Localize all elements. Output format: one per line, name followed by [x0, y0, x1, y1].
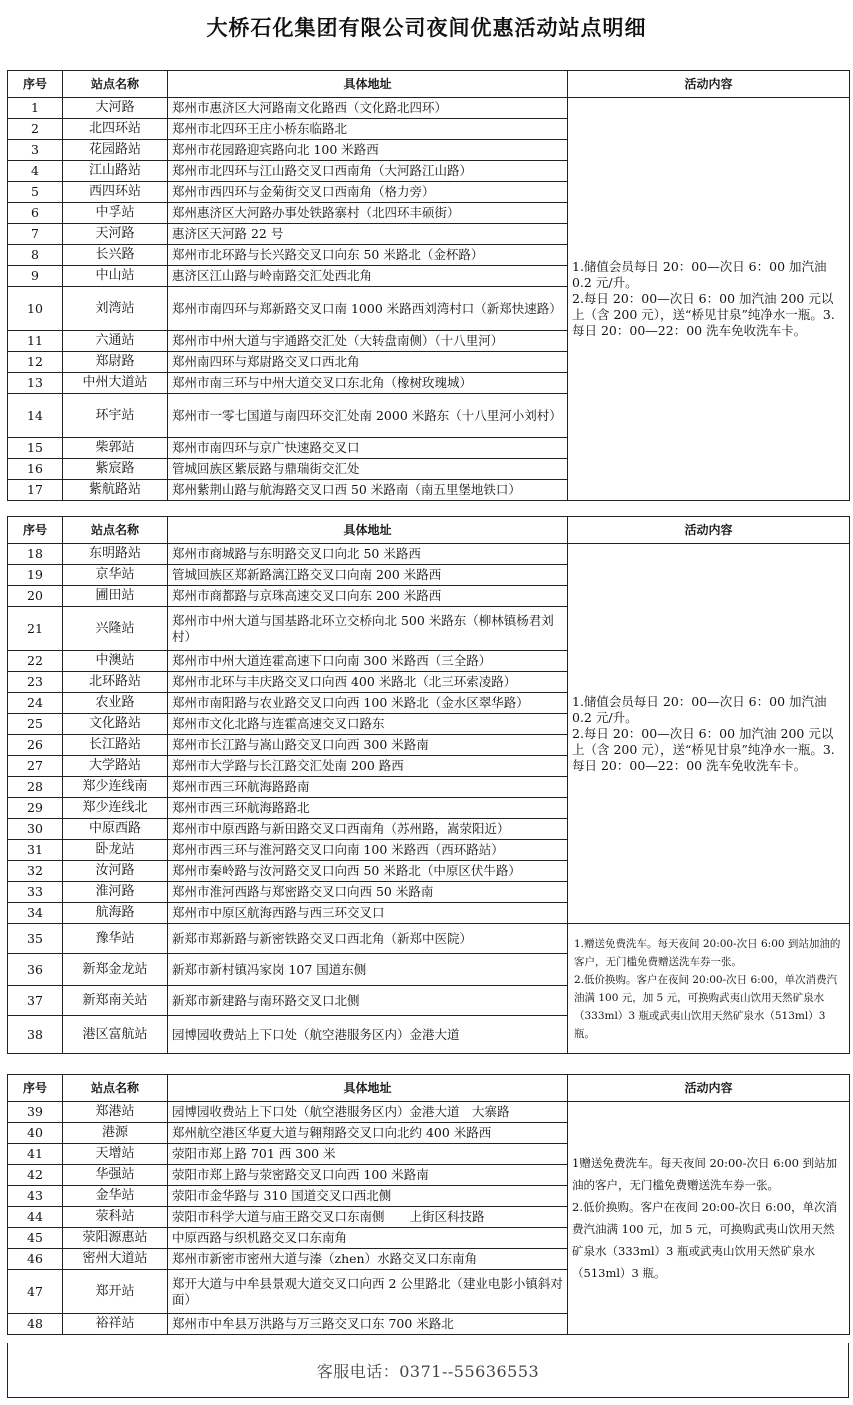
station-name: 汝河路: [63, 861, 168, 882]
station-name: 航海路: [63, 903, 168, 924]
activity-content: [568, 544, 850, 924]
station-name: 港源: [63, 1123, 168, 1144]
station-address: 荥阳市科学大道与庙王路交叉口东南侧 上街区科技路: [168, 1207, 568, 1228]
station-name: 豫华站: [63, 924, 168, 954]
row-number: 27: [8, 756, 63, 777]
station-address: 管城回族区郑新路漓江路交叉口向南 200 米路西: [168, 565, 568, 586]
activity-line: 2.每日 20：00—次日 6：00 加汽油 200 元以上（含 200 元），送“桥见甘泉”纯净水一瓶。3.每日 20：00—22：00 洗车免收洗车卡。: [572, 291, 835, 338]
station-address: 中原西路与织机路交叉口东南角: [168, 1228, 568, 1249]
station-address: 郑州市中州大道与国基路北环立交桥向北 500 米路东（柳林镇杨君刘村）: [168, 607, 568, 651]
station-address: 郑州市北环与丰庆路交叉口向西 400 米路北（北三环索凌路）: [168, 672, 568, 693]
station-address: 郑州市新密市密州大道与溱（zhen）水路交叉口东南角: [168, 1249, 568, 1270]
station-name: 长兴路: [63, 245, 168, 266]
station-address: 郑州市中州大道与宇通路交汇处（大转盘南侧）（十八里河）: [168, 331, 568, 352]
header-station-name: 站点名称: [63, 71, 168, 98]
table-row: [8, 1102, 850, 1123]
station-address: 郑州市中牟县万洪路与万三路交叉口东 700 米路北: [168, 1314, 568, 1335]
station-address: 郑州市南四环与郑新路交叉口南 1000 米路西刘湾村口（新郑快速路）: [168, 287, 568, 331]
station-address: 郑州市南阳路与农业路交叉口向西 100 米路北（金水区翠华路）: [168, 693, 568, 714]
station-name: 密州大道站: [63, 1249, 168, 1270]
station-table-2: [7, 516, 850, 1054]
row-number: 24: [8, 693, 63, 714]
header-address: 具体地址: [168, 71, 568, 98]
station-name: 文化路站: [63, 714, 168, 735]
activity-content: [568, 924, 850, 1054]
header-address: 具体地址: [168, 517, 568, 544]
activity-line: 2.低价换购。客户在夜间 20:00-次日 6:00，单次消费汽油满 100 元，加 5 元，可换购武夷山饮用天然矿泉水（333ml）3 瓶或武夷山饮用天然矿泉水（513ml）3 瓶。: [572, 1200, 838, 1280]
row-number: 2: [8, 119, 63, 140]
station-address: 郑州市淮河西路与郑密路交叉口向西 50 米路南: [168, 882, 568, 903]
row-number: 36: [8, 954, 63, 986]
station-table-3: [7, 1074, 850, 1335]
station-name: 兴隆站: [63, 607, 168, 651]
header-no: 序号: [8, 1075, 63, 1102]
station-name: 天增站: [63, 1144, 168, 1165]
station-address: 荥阳市郑上路 701 西 300 米: [168, 1144, 568, 1165]
station-address: 郑州市西四环与金菊街交叉口西南角（格力旁）: [168, 182, 568, 203]
activity-content: [568, 98, 850, 501]
station-address: 郑州市惠济区大河路南文化路西（文化路北四环）: [168, 98, 568, 119]
row-number: 31: [8, 840, 63, 861]
station-name: 郑少连线南: [63, 777, 168, 798]
activity-line: 1.赠送免费洗车。每天夜间 20:00-次日 6:00 到站加油的客户，无门槛免费赠送洗车券一张。: [574, 937, 841, 968]
station-address: 管城回族区紫辰路与鼎瑞街交汇处: [168, 459, 568, 480]
station-name: 六通站: [63, 331, 168, 352]
row-number: 10: [8, 287, 63, 331]
row-number: 18: [8, 544, 63, 565]
station-name: 卧龙站: [63, 840, 168, 861]
station-name: 西四环站: [63, 182, 168, 203]
station-name: 港区富航站: [63, 1016, 168, 1054]
station-name: 金华站: [63, 1186, 168, 1207]
row-number: 14: [8, 394, 63, 438]
header-station-name: 站点名称: [63, 1075, 168, 1102]
station-address: 园博园收费站上下口处（航空港服务区内）金港大道 大寨路: [168, 1102, 568, 1123]
table-row: [8, 98, 850, 119]
activity-line: 2.每日 20：00—次日 6：00 加汽油 200 元以上（含 200 元），送“桥见甘泉”纯净水一瓶。3.每日 20：00—22：00 洗车免收洗车卡。: [572, 725, 835, 773]
row-number: 46: [8, 1249, 63, 1270]
station-name: 花园路站: [63, 140, 168, 161]
header-activity: 活动内容: [568, 517, 850, 544]
station-name: 京华站: [63, 565, 168, 586]
station-address: 郑州航空港区华夏大道与翱翔路交叉口向北约 400 米路西: [168, 1123, 568, 1144]
station-address: 郑州市中州大道连霍高速下口向南 300 米路西（三全路）: [168, 651, 568, 672]
station-name: 荥阳源惠站: [63, 1228, 168, 1249]
header-address: 具体地址: [168, 1075, 568, 1102]
station-address: 荥阳市金华路与 310 国道交叉口西北侧: [168, 1186, 568, 1207]
station-name: 圃田站: [63, 586, 168, 607]
station-name: 大河路: [63, 98, 168, 119]
row-number: 4: [8, 161, 63, 182]
row-number: 11: [8, 331, 63, 352]
station-address: 新郑市新村镇冯家岗 107 国道东侧: [168, 954, 568, 986]
header-activity: 活动内容: [568, 1075, 850, 1102]
station-name: 中孚站: [63, 203, 168, 224]
row-number: 19: [8, 565, 63, 586]
row-number: 39: [8, 1102, 63, 1123]
activity-content: [568, 1102, 850, 1335]
customer-service-hotline: 客服电话：0371--55636553: [316, 1362, 540, 1381]
station-address: 新郑市郑新路与新密铁路交叉口西北角（新郑中医院）: [168, 924, 568, 954]
row-number: 26: [8, 735, 63, 756]
station-address: 惠济区天河路 22 号: [168, 224, 568, 245]
row-number: 22: [8, 651, 63, 672]
table-row: [8, 544, 850, 565]
station-address: 新郑市新建路与南环路交叉口北侧: [168, 986, 568, 1016]
header-activity: 活动内容: [568, 71, 850, 98]
station-address: 郑州市秦岭路与汝河路交叉口向西 50 米路北（中原区伏牛路）: [168, 861, 568, 882]
row-number: 6: [8, 203, 63, 224]
page-title: 大桥石化集团有限公司夜间优惠活动站点明细: [206, 16, 647, 40]
station-address: 郑开大道与中牟县景观大道交叉口向西 2 公里路北（建业电影小镇斜对面）: [168, 1270, 568, 1314]
station-address: 郑州市西三环航海路路南: [168, 777, 568, 798]
row-number: 32: [8, 861, 63, 882]
station-name: 郑开站: [63, 1270, 168, 1314]
station-name: 江山路站: [63, 161, 168, 182]
station-name: 紫宸路: [63, 459, 168, 480]
station-address: 郑州惠济区大河路办事处铁路寨村（北四环丰硕街）: [168, 203, 568, 224]
row-number: 47: [8, 1270, 63, 1314]
row-number: 7: [8, 224, 63, 245]
row-number: 48: [8, 1314, 63, 1335]
row-number: 33: [8, 882, 63, 903]
station-address: 郑州市商城路与东明路交叉口向北 50 米路西: [168, 544, 568, 565]
row-number: 1: [8, 98, 63, 119]
station-name: 郑港站: [63, 1102, 168, 1123]
row-number: 23: [8, 672, 63, 693]
station-address: 郑州市大学路与长江路交汇处南 200 路西: [168, 756, 568, 777]
station-address: 郑州市一零七国道与南四环交汇处南 2000 米路东（十八里河小刘村）: [168, 394, 568, 438]
row-number: 35: [8, 924, 63, 954]
row-number: 5: [8, 182, 63, 203]
station-address: 郑州市北四环王庄小桥东临路北: [168, 119, 568, 140]
row-number: 42: [8, 1165, 63, 1186]
station-name: 郑尉路: [63, 352, 168, 373]
station-name: 中州大道站: [63, 373, 168, 394]
station-name: 淮河路: [63, 882, 168, 903]
row-number: 13: [8, 373, 63, 394]
station-address: 郑州市西三环与淮河路交叉口向南 100 米路西（西环路站）: [168, 840, 568, 861]
station-address: 郑州南四环与郑尉路交叉口西北角: [168, 352, 568, 373]
station-address: 荥阳市郑上路与荥密路交叉口向西 100 米路南: [168, 1165, 568, 1186]
station-name: 新郑南关站: [63, 986, 168, 1016]
row-number: 29: [8, 798, 63, 819]
station-name: 华强站: [63, 1165, 168, 1186]
station-name: 农业路: [63, 693, 168, 714]
row-number: 15: [8, 438, 63, 459]
station-address: 郑州紫荆山路与航海路交叉口西 50 米路南（南五里堡地铁口）: [168, 480, 568, 501]
station-name: 长江路站: [63, 735, 168, 756]
station-name: 紫航路站: [63, 480, 168, 501]
station-name: 北环路站: [63, 672, 168, 693]
station-name: 荥科站: [63, 1207, 168, 1228]
station-name: 大学路站: [63, 756, 168, 777]
station-name: 天河路: [63, 224, 168, 245]
row-number: 34: [8, 903, 63, 924]
row-number: 12: [8, 352, 63, 373]
row-number: 16: [8, 459, 63, 480]
header-no: 序号: [8, 71, 63, 98]
row-number: 40: [8, 1123, 63, 1144]
row-number: 20: [8, 586, 63, 607]
row-number: 30: [8, 819, 63, 840]
row-number: 17: [8, 480, 63, 501]
station-name: 郑少连线北: [63, 798, 168, 819]
station-name: 中澳站: [63, 651, 168, 672]
station-address: 郑州市南四环与京广快速路交叉口: [168, 438, 568, 459]
station-name: 中山站: [63, 266, 168, 287]
header-no: 序号: [8, 517, 63, 544]
header-station-name: 站点名称: [63, 517, 168, 544]
station-name: 东明路站: [63, 544, 168, 565]
activity-line: 1赠送免费洗车。每天夜间 20:00-次日 6:00 到站加油的客户，无门槛免费赠送洗车券一张。: [572, 1156, 838, 1192]
station-name: 中原西路: [63, 819, 168, 840]
station-address: 郑州市北环路与长兴路交叉口向东 50 米路北（金杯路）: [168, 245, 568, 266]
row-number: 38: [8, 1016, 63, 1054]
station-address: 郑州市北四环与江山路交叉口西南角（大河路江山路）: [168, 161, 568, 182]
station-address: 郑州市文化北路与连霍高速交叉口路东: [168, 714, 568, 735]
activity-line: 2.低价换购。客户在夜间 20:00-次日 6:00，单次消费汽油满 100 元，加 5 元，可换购武夷山饮用天然矿泉水（333ml）3 瓶或武夷山饮用天然矿泉水（513ml）3 瓶。: [574, 973, 838, 1040]
station-name: 柴郭站: [63, 438, 168, 459]
activity-line: 1.储值会员每日 20：00—次日 6：00 加汽油 0.2 元/升。: [572, 259, 827, 290]
row-number: 21: [8, 607, 63, 651]
station-name: 刘湾站: [63, 287, 168, 331]
row-number: 25: [8, 714, 63, 735]
activity-line: 1.储值会员每日 20：00—次日 6：00 加汽油 0.2 元/升。: [572, 693, 827, 725]
row-number: 28: [8, 777, 63, 798]
table-row: [8, 924, 850, 954]
station-name: 北四环站: [63, 119, 168, 140]
station-name: 环宇站: [63, 394, 168, 438]
row-number: 45: [8, 1228, 63, 1249]
footer: [7, 1343, 849, 1398]
station-address: 惠济区江山路与岭南路交汇处西北角: [168, 266, 568, 287]
row-number: 3: [8, 140, 63, 161]
station-address: 郑州市西三环航海路路北: [168, 798, 568, 819]
row-number: 37: [8, 986, 63, 1016]
station-address: 郑州市中原西路与新田路交叉口西南角（苏州路，嵩荥阳近）: [168, 819, 568, 840]
row-number: 41: [8, 1144, 63, 1165]
row-number: 44: [8, 1207, 63, 1228]
station-table-1: [7, 70, 850, 501]
row-number: 9: [8, 266, 63, 287]
station-address: 郑州市商都路与京珠高速交叉口向东 200 米路西: [168, 586, 568, 607]
station-name: 裕祥站: [63, 1314, 168, 1335]
station-address: 郑州市长江路与嵩山路交叉口向西 300 米路南: [168, 735, 568, 756]
row-number: 43: [8, 1186, 63, 1207]
station-address: 园博园收费站上下口处（航空港服务区内）金港大道: [168, 1016, 568, 1054]
station-address: 郑州市中原区航海西路与西三环交叉口: [168, 903, 568, 924]
station-name: 新郑金龙站: [63, 954, 168, 986]
row-number: 8: [8, 245, 63, 266]
station-address: 郑州市花园路迎宾路向北 100 米路西: [168, 140, 568, 161]
station-address: 郑州市南三环与中州大道交叉口东北角（橡树玫瑰城）: [168, 373, 568, 394]
